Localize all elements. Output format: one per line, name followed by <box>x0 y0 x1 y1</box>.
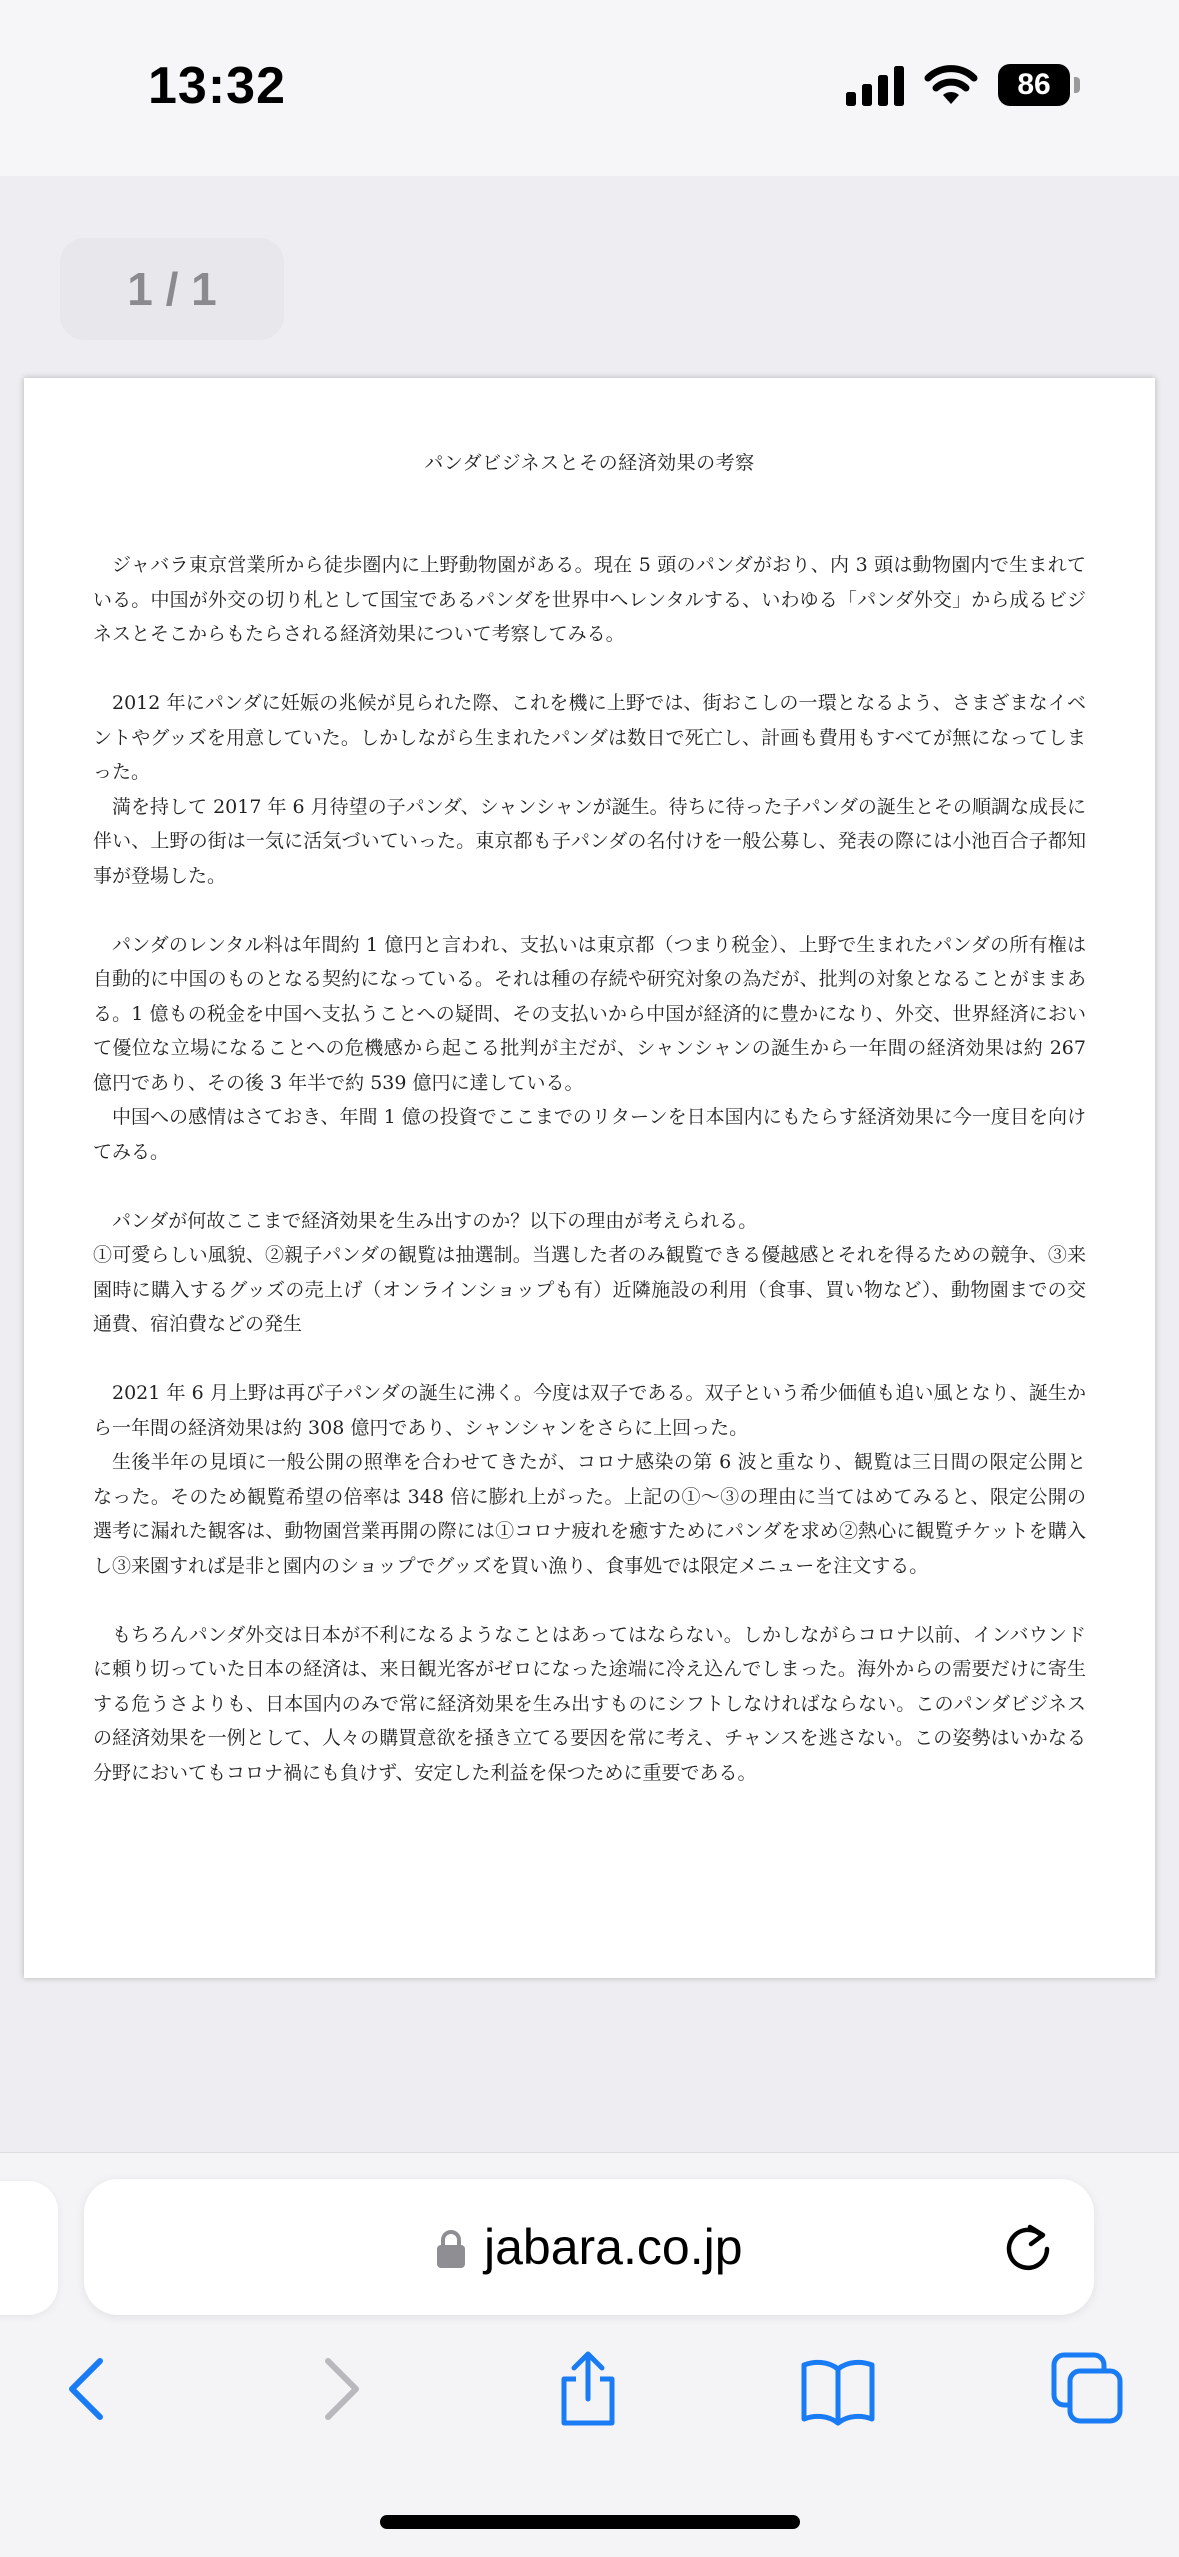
paragraph-rental: パンダのレンタル料は年間約 1 億円と言われ、支払いは東京都（つまり税金）、上野で生まれたパンダの所有権は自動的に中国のものとなる契約になっている。それは種の存続や研究対象の為だが、批判の対象となることがままある。1 億もの税金を中国へ支払うことへの疑問、その支払いから中国が経済的に豊かになり、外交、世界経済において優位な立場になることへの危機感から起こる批判が主だが、シャンシャンの誕生から一年間の経済効果は約 267 億円であり、その後 3 年半で約 539 億円に達している。 <box>93 933 1086 1094</box>
battery-level: 86 <box>998 64 1070 106</box>
reload-icon[interactable] <box>1000 2219 1056 2275</box>
paragraph-intro: ジャバラ東京営業所から徒歩圏内に上野動物園がある。現在 5 頭のパンダがおり、内 3 頭は動物園内で生まれている。中国が外交の切り札として国宝であるパンダを世界中へレンタルする、いわゆる「パンダ外交」から成るビジネスとそこからもたらされる経済効果について考察してみる。 <box>93 554 1086 645</box>
battery-tip <box>1074 77 1080 93</box>
signal-icon <box>846 66 904 106</box>
status-time: 13:32 <box>148 57 286 115</box>
document-body <box>93 548 1086 1790</box>
bookmarks-icon[interactable] <box>800 2351 876 2427</box>
document-page <box>24 378 1155 1978</box>
paragraph-return: 中国への感情はさておき、年間 1 億の投資でここまでのリターンを日本国内にもたらす経済効果に今一度目を向けてみる。 <box>93 1106 1086 1163</box>
paragraph-2012: 2012 年にパンダに妊娠の兆候が見られた際、これを機に上野では、街おこしの一環となるよう、さまざまなイベントやグッズを用意していた。しかしながら生まれたパンダは数日で死亡し、計画も費用もすべてが無になってしまった。 <box>93 692 1086 783</box>
paragraph-conclusion: もちろんパンダ外交は日本が不利になるようなことはあってはならない。しかしながらコロナ以前、インバウンドに頼り切っていた日本の経済は、来日観光客がゼロになった途端に冷え込んでしまった。海外からの需要だけに寄生する危うさよりも、日本国内のみで常に経済効果を生み出すものにシフトしなければならない。このパンダビジネスの経済効果を一例として、人々の購買意欲を掻き立てる要因を常に考え、チャンスを逃さない。この姿勢はいかなる分野においてもコロナ禍にも負けず、安定した利益を保つために重要である。 <box>93 1623 1086 1784</box>
page-counter: 1 / 1 <box>60 238 284 340</box>
back-icon[interactable] <box>50 2351 126 2427</box>
forward-icon[interactable] <box>302 2351 378 2427</box>
home-indicator <box>380 2515 800 2529</box>
previous-tab-preview[interactable] <box>0 2181 58 2315</box>
browser-toolbar <box>0 2152 1179 2557</box>
paragraph-reasons-intro: パンダが何故ここまで経済効果を生み出すのか？以下の理由が考えられる。 <box>112 1209 758 1232</box>
status-bar <box>0 0 1179 176</box>
paragraph-2021: 2021 年 6 月上野は再び子パンダの誕生に沸く。今度は双子である。双子という希少価値も追い風となり、誕生から一年間の経済効果は約 308 億円であり、シャンシャンをさらに上回った。 <box>93 1382 1086 1439</box>
paragraph-2017: 満を持して 2017 年 6 月待望の子パンダ、シャンシャンが誕生。待ちに待った子パンダの誕生とその順調な成長に伴い、上野の街は一気に活気づいていった。東京都も子パンダの名付けを一般公募し、発表の際には小池百合子都知事が登場した。 <box>93 795 1086 887</box>
lock-icon <box>436 2229 466 2269</box>
wifi-icon <box>924 64 978 106</box>
battery-icon <box>998 64 1080 106</box>
share-icon[interactable] <box>550 2351 626 2427</box>
tabs-icon[interactable] <box>1050 2351 1126 2427</box>
document-title: パンダビジネスとその経済効果の考察 <box>424 452 755 474</box>
address-text[interactable]: jabara.co.jp <box>484 2219 743 2275</box>
address-bar[interactable] <box>84 2179 1094 2315</box>
paragraph-public: 生後半年の見頃に一般公開の照準を合わせてきたが、コロナ感染の第 6 波と重なり、観覧は三日間の限定公開となった。そのため観覧希望の倍率は 348 倍に膨れ上がった。上記の①～③の理由に当てはめてみると、限定公開の選考に漏れた観客は、動物園営業再開の際には①コロナ疲れを癒すためにパンダを求め②熱心に観覧チケットを購入し③来園すれば是非と園内のショップでグッズを買い漁り、食事処では限定メニューを注文する。 <box>93 1451 1086 1577</box>
paragraph-reasons-list: ①可愛らしい風貌、②親子パンダの観覧は抽選制。当選した者のみ観覧できる優越感とそれを得るための競争、③来園時に購入するグッズの売上げ（オンラインショップも有）近隣施設の利用（食事、買い物など）、動物園までの交通費、宿泊費などの発生 <box>93 1244 1086 1335</box>
